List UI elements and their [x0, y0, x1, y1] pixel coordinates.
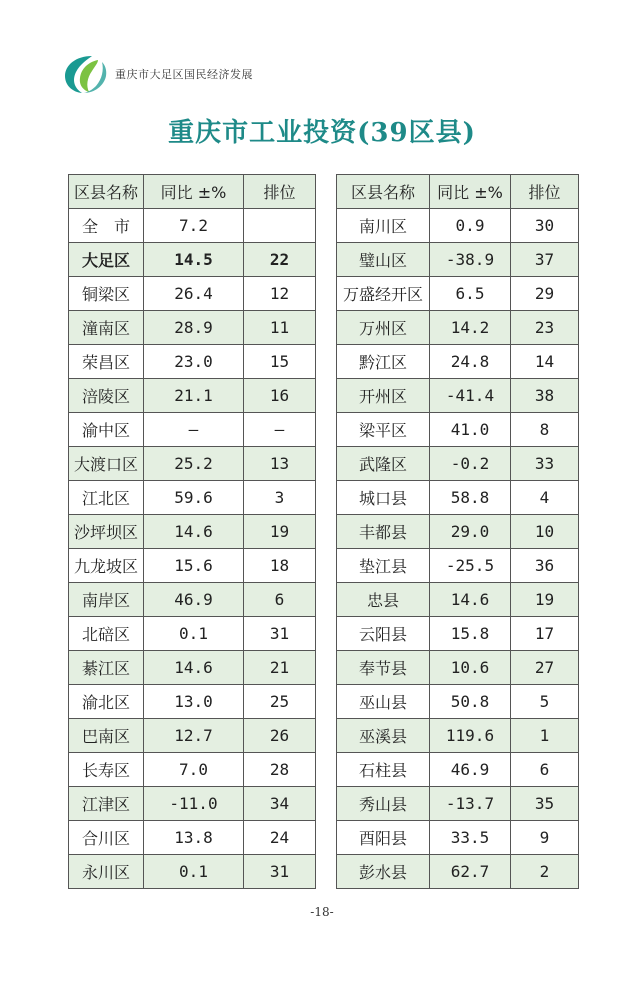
cell-yoy: 15.8: [430, 617, 511, 651]
table-row: [69, 243, 316, 277]
cell-yoy: 29.0: [430, 515, 511, 549]
table-row: [69, 311, 316, 345]
table-row: [337, 583, 579, 617]
cell-yoy: 13.8: [144, 821, 244, 855]
cell-yoy: 41.0: [430, 413, 511, 447]
table-row: [337, 753, 579, 787]
cell-rank: 35: [511, 787, 579, 821]
cell-rank: 13: [244, 447, 316, 481]
cell-name: 城口县: [337, 481, 430, 515]
logo-icon: [62, 52, 112, 96]
cell-name: 巫溪县: [337, 719, 430, 753]
cell-rank: 19: [511, 583, 579, 617]
cell-yoy: 26.4: [144, 277, 244, 311]
table-row: [69, 719, 316, 753]
cell-yoy: -13.7: [430, 787, 511, 821]
cell-yoy: 119.6: [430, 719, 511, 753]
table-row: [337, 481, 579, 515]
cell-name: 巫山县: [337, 685, 430, 719]
cell-yoy: 0.1: [144, 617, 244, 651]
table-row: [337, 651, 579, 685]
cell-yoy: 58.8: [430, 481, 511, 515]
cell-rank: 30: [511, 209, 579, 243]
cell-yoy: 14.6: [144, 651, 244, 685]
cell-rank: 34: [244, 787, 316, 821]
cell-rank: 21: [244, 651, 316, 685]
cell-rank: 1: [511, 719, 579, 753]
cell-name: 武隆区: [337, 447, 430, 481]
cell-name: 万盛经开区: [337, 277, 430, 311]
cell-yoy: 14.2: [430, 311, 511, 345]
cell-rank: 23: [511, 311, 579, 345]
cell-name: 荣昌区: [69, 345, 144, 379]
table-row: [337, 379, 579, 413]
table-row: [69, 583, 316, 617]
column-header-name: 区县名称: [69, 175, 144, 209]
cell-yoy: —: [144, 413, 244, 447]
cell-name: 彭水县: [337, 855, 430, 889]
cell-rank: 27: [511, 651, 579, 685]
table-header-row: [337, 175, 579, 209]
page-title: 重庆市工业投资(39区县): [168, 118, 476, 148]
cell-name: 酉阳县: [337, 821, 430, 855]
cell-yoy: -38.9: [430, 243, 511, 277]
column-header-rank: 排位: [244, 175, 316, 209]
cell-name: 忠县: [337, 583, 430, 617]
cell-name: 石柱县: [337, 753, 430, 787]
cell-yoy: 15.6: [144, 549, 244, 583]
cell-rank: 26: [244, 719, 316, 753]
cell-name: 铜梁区: [69, 277, 144, 311]
cell-name: 垫江县: [337, 549, 430, 583]
cell-rank: 4: [511, 481, 579, 515]
cell-rank: 5: [511, 685, 579, 719]
cell-rank: 2: [511, 855, 579, 889]
cell-name: 合川区: [69, 821, 144, 855]
cell-name: 南川区: [337, 209, 430, 243]
page-number: -18-: [310, 905, 334, 919]
table-row: [69, 379, 316, 413]
cell-name: 南岸区: [69, 583, 144, 617]
cell-yoy: 23.0: [144, 345, 244, 379]
cell-rank: 28: [244, 753, 316, 787]
cell-rank: 24: [244, 821, 316, 855]
table-row: [337, 413, 579, 447]
cell-rank: 15: [244, 345, 316, 379]
table-row: [337, 345, 579, 379]
table-row: [69, 447, 316, 481]
table-row: [69, 481, 316, 515]
cell-yoy: 7.0: [144, 753, 244, 787]
cell-name: 开州区: [337, 379, 430, 413]
cell-name: 涪陵区: [69, 379, 144, 413]
table-row: [69, 345, 316, 379]
cell-yoy: -0.2: [430, 447, 511, 481]
cell-rank: 29: [511, 277, 579, 311]
cell-yoy: 7.2: [144, 209, 244, 243]
cell-name: 潼南区: [69, 311, 144, 345]
column-header-name: 区县名称: [337, 175, 430, 209]
cell-name: 北碚区: [69, 617, 144, 651]
cell-yoy: 28.9: [144, 311, 244, 345]
cell-rank: 12: [244, 277, 316, 311]
cell-rank: —: [244, 413, 316, 447]
cell-rank: 22: [244, 243, 316, 277]
cell-yoy: -11.0: [144, 787, 244, 821]
cell-rank: 37: [511, 243, 579, 277]
cell-rank: 17: [511, 617, 579, 651]
table-row: [69, 855, 316, 889]
table-row: [337, 855, 579, 889]
table-header-row: [69, 175, 316, 209]
table-row: [337, 447, 579, 481]
table-row: [69, 651, 316, 685]
table-row: [69, 515, 316, 549]
cell-yoy: 59.6: [144, 481, 244, 515]
cell-name: 璧山区: [337, 243, 430, 277]
table-row: [69, 277, 316, 311]
cell-name: 綦江区: [69, 651, 144, 685]
cell-name: 黔江区: [337, 345, 430, 379]
table-row: [69, 787, 316, 821]
table-row: [337, 549, 579, 583]
cell-name: 万州区: [337, 311, 430, 345]
cell-rank: [244, 209, 316, 243]
table-row: [337, 515, 579, 549]
cell-rank: 3: [244, 481, 316, 515]
cell-yoy: 14.5: [144, 243, 244, 277]
cell-name: 九龙坡区: [69, 549, 144, 583]
table-row: [337, 787, 579, 821]
cell-name: 永川区: [69, 855, 144, 889]
cell-name: 云阳县: [337, 617, 430, 651]
cell-name: 渝中区: [69, 413, 144, 447]
cell-yoy: 0.9: [430, 209, 511, 243]
cell-yoy: 10.6: [430, 651, 511, 685]
cell-yoy: 33.5: [430, 821, 511, 855]
cell-name: 大渡口区: [69, 447, 144, 481]
cell-yoy: 21.1: [144, 379, 244, 413]
cell-name: 秀山县: [337, 787, 430, 821]
cell-rank: 25: [244, 685, 316, 719]
cell-rank: 9: [511, 821, 579, 855]
table-row: [69, 617, 316, 651]
table-row: [337, 821, 579, 855]
cell-yoy: -25.5: [430, 549, 511, 583]
table-row: [337, 719, 579, 753]
page-header: [62, 52, 602, 102]
table-row: [69, 685, 316, 719]
cell-rank: 31: [244, 855, 316, 889]
table-row: [69, 209, 316, 243]
cell-rank: 31: [244, 617, 316, 651]
table-row: [337, 685, 579, 719]
cell-yoy: 13.0: [144, 685, 244, 719]
cell-rank: 18: [244, 549, 316, 583]
cell-rank: 11: [244, 311, 316, 345]
cell-yoy: 6.5: [430, 277, 511, 311]
table-row: [69, 413, 316, 447]
cell-rank: 19: [244, 515, 316, 549]
header-text: 重庆市大足区国民经济发展: [115, 68, 253, 81]
table-row: [337, 277, 579, 311]
cell-name: 丰都县: [337, 515, 430, 549]
cell-rank: 33: [511, 447, 579, 481]
cell-yoy: 50.8: [430, 685, 511, 719]
cell-yoy: 14.6: [430, 583, 511, 617]
table-row: [69, 549, 316, 583]
cell-name: 江津区: [69, 787, 144, 821]
cell-yoy: 62.7: [430, 855, 511, 889]
cell-name: 长寿区: [69, 753, 144, 787]
cell-yoy: 12.7: [144, 719, 244, 753]
table-row: [337, 311, 579, 345]
cell-name: 沙坪坝区: [69, 515, 144, 549]
table-row: [337, 617, 579, 651]
cell-name: 江北区: [69, 481, 144, 515]
table-row: [69, 753, 316, 787]
cell-yoy: 46.9: [144, 583, 244, 617]
cell-yoy: 0.1: [144, 855, 244, 889]
cell-rank: 14: [511, 345, 579, 379]
cell-name: 梁平区: [337, 413, 430, 447]
cell-rank: 38: [511, 379, 579, 413]
cell-yoy: 14.6: [144, 515, 244, 549]
table-row: [337, 209, 579, 243]
column-header-yoy: 同比 ±%: [144, 175, 244, 209]
cell-rank: 10: [511, 515, 579, 549]
cell-rank: 6: [244, 583, 316, 617]
cell-yoy: 24.8: [430, 345, 511, 379]
cell-name: 全 市: [69, 209, 144, 243]
cell-yoy: 25.2: [144, 447, 244, 481]
cell-name: 奉节县: [337, 651, 430, 685]
table-row: [337, 243, 579, 277]
left-table: [68, 174, 316, 889]
cell-name: 渝北区: [69, 685, 144, 719]
table-row: [69, 821, 316, 855]
column-header-yoy: 同比 ±%: [430, 175, 511, 209]
column-header-rank: 排位: [511, 175, 579, 209]
right-table: [336, 174, 579, 889]
cell-rank: 6: [511, 753, 579, 787]
cell-name: 巴南区: [69, 719, 144, 753]
cell-name: 大足区: [69, 243, 144, 277]
cell-rank: 16: [244, 379, 316, 413]
cell-rank: 36: [511, 549, 579, 583]
cell-rank: 8: [511, 413, 579, 447]
cell-yoy: 46.9: [430, 753, 511, 787]
cell-yoy: -41.4: [430, 379, 511, 413]
